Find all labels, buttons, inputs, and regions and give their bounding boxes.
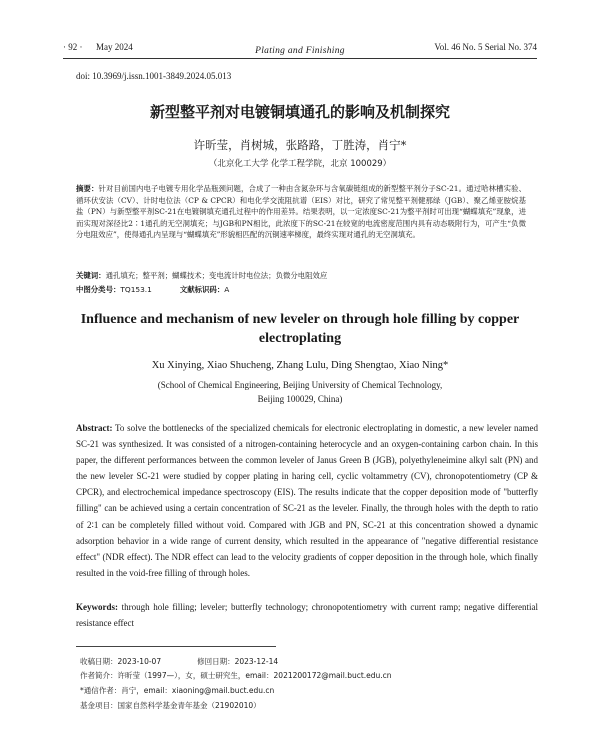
class-value: TQ153.1 [120,285,152,294]
header-rule [63,58,537,59]
doc-code-value: A [224,285,230,294]
footnote-dates [80,656,278,667]
volume-info: Vol. 46 No. 5 Serial No. 374 [434,42,537,52]
en-abstract-label: Abstract: [76,423,113,433]
doc-code-label: 文献标识码： [179,285,225,294]
en-abstract-text: To solve the bottlenecks of the specialized chemicals for electronic electroplating in domestic, a new leveler named SC-21 was synthesized. It was consisted of a nitrogen-containing heterocycle and an oxygen-containing carbon chain. In this paper, the different performances between the common leveler of Janus Green B (JGB), polyethyleneimine alkyl salt (PN) and the new leveler SC-21 were studied by copper plating in haring cell, cyclic voltammetry (CV), chronopotentiometry (CP & CPCR), and electrochemical impedance spectroscopy (EIS). The results indicate that the copper deposition mode of "butterfly filling" can be achieved using a certain concentration of SC-21 as the leveler. Finally, the through holes with the depth to ratio of 2∶1 can be completely filled without void. Compared with JGB and PN, SC-21 at this concentration showed a dynamic adsorption behavior in a wide range of current density, which resulted in the appearance of "negative differential resistance effect" (NDR effect). The NDR effect can lead to the velocity gradients of copper deposition in the through hole, which finally resulted in the void-free filling of through holes. [76,423,538,578]
en-affiliation [100,378,500,406]
en-keywords [76,599,538,631]
footnote-fund [80,700,261,711]
footnote-author [80,670,392,681]
class-label: 中图分类号： [76,285,121,294]
fund-label: 基金项目： [80,701,118,710]
revised-label: 修回日期： [197,657,235,666]
footnote-corresponding [80,685,274,696]
cn-abstract-label: 摘要： [76,184,99,193]
corr-label: *通信作者： [80,686,122,695]
cn-affiliation: （北京化工大学 化学工程学院，北京 100029） [208,159,392,169]
en-title: Influence and mechanism of new leveler on through hole filling by copper electroplating [80,312,520,346]
cn-title: 新型整平剂对电镀铜填通孔的影响及机制探究 [149,103,450,121]
author-bio-label: 作者简介： [80,671,118,680]
en-abstract [76,420,538,581]
revised-date: 2023-12-14 [234,657,279,666]
cn-keywords-text: 通孔填充；整平剂；蝴蝶技术；变电流计时电位法；负微分电阻效应 [105,271,328,280]
author-bio: 许昕莹（1997—），女，硕士研究生，email：2021200172@mail.buct.edu.cn [117,671,392,680]
en-keywords-text: through hole filling; leveler; butterfly technology; chronopotentiometry with current ramp; negative differential resistance effect [76,602,538,628]
cn-abstract-text: 针对目前国内电子电镀专用化学品瓶颈问题，合成了一种由含氮杂环与含氧碳链组成的新型整平剂分子SC-21。通过哈林槽实验、循环伏安法（CV）、计时电位法（CP & CPCR）和电化学交流阻抗谱（EIS）对比，研究了常见整平剂健那绿（JGB）、聚乙烯亚胺烷基盐（PN）与新型整平剂SC-21在电镀铜填充通孔过程中的作用差异。结果表明，以一定浓度SC-21为整平剂时可出现“蝴蝶填充”现象，进而实现对深径比2∶1通孔的无空洞填充；与JGB和PN相比，此浓度下的SC-21在较宽的电流密度范围内具有动态吸附行为，可产生“负微分电阻效应”，使得通孔内呈现与“蝴蝶填充”形貌相匹配的沉铜速率梯度，最终实现对通孔的无空洞填充。 [76,184,526,240]
cn-keywords-label: 关键词： [76,271,106,280]
en-authors: Xu Xinying, Xiao Shucheng, Zhang Lulu, Ding Shengtao, Xiao Ning* [151,360,449,371]
received-label: 收稿日期： [80,657,118,666]
received-date: 2023-10-07 [117,657,162,666]
page-number: · 92 · [63,42,83,52]
en-affiliation-line1: (School of Chemical Engineering, Beijing University of Chemical Technology, [157,380,443,390]
cn-authors: 许昕莹，肖树城，张路路，丁胜涛，肖宁* [193,138,407,152]
cn-keywords [76,270,526,281]
journal-name: Plating and Finishing [255,46,345,56]
footnote-rule [76,646,276,647]
corr-author: 肖宁，email：xiaoning@mail.buct.edu.cn [121,686,275,695]
cn-classification [76,284,257,295]
en-keywords-label: Keywords: [76,602,118,612]
issue-date: May 2024 [96,42,133,52]
doi: doi: 10.3969/j.issn.1001-3849.2024.05.013 [76,71,232,81]
en-affiliation-line2: Beijing 100029, China) [257,394,343,404]
fund-text: 国家自然科学基金青年基金（21902010） [117,701,261,710]
cn-abstract [76,183,526,241]
